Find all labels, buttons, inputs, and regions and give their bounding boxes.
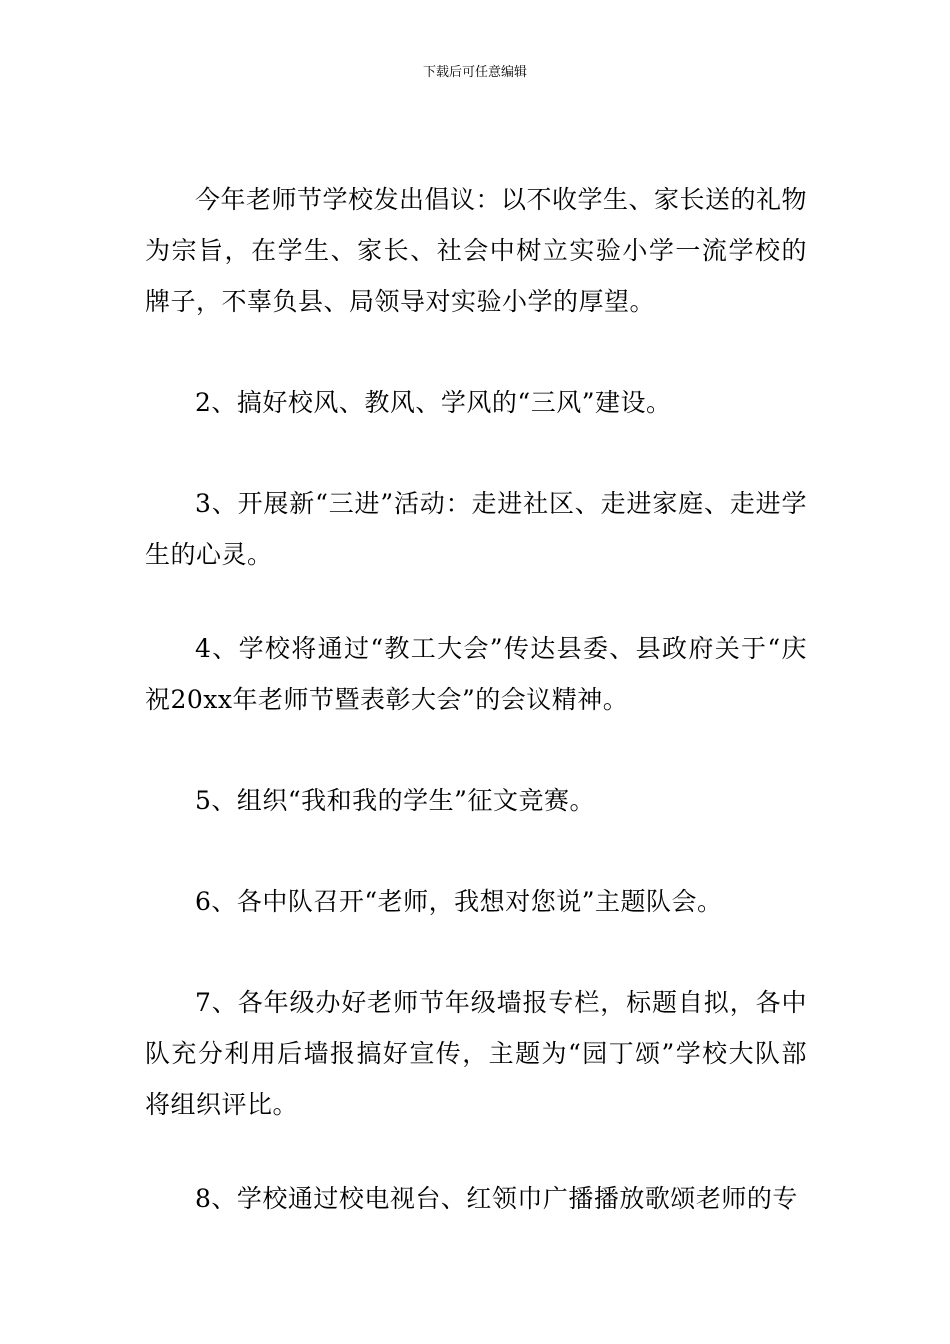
paragraph-4: 4、学校将通过“教工大会”传达县委、县政府关于“庆祝20xx年老师节暨表彰大会”的会议精神。 [145, 634, 807, 714]
paragraph-5: 5、组织“我和我的学生”征文竞赛。 [195, 786, 595, 815]
paragraph-6: 6、各中队召开“老师，我想对您说”主题队会。 [195, 887, 723, 916]
paragraph-3: 3、开展新“三进”活动：走进社区、走进家庭、走进学生的心灵。 [145, 489, 807, 569]
paragraph-8: 8、学校通过校电视台、红领巾广播播放歌颂老师的专 [195, 1184, 798, 1213]
paragraph-2: 2、搞好校风、教风、学风的“三风”建设。 [195, 388, 672, 417]
paragraph-7: 7、各年级办好老师节年级墙报专栏，标题自拟，各中队充分利用后墙报搞好宣传，主题为“园丁颂”学校大队部将组织评比。 [145, 988, 807, 1119]
page-header: 下载后可任意编辑 [422, 65, 527, 80]
document-body [145, 174, 807, 1224]
paragraph-1: 今年老师节学校发出倡议：以不收学生、家长送的礼物为宗旨，在学生、家长、社会中树立实验小学一流学校的牌子，不辜负县、局领导对实验小学的厚望。 [145, 185, 808, 316]
